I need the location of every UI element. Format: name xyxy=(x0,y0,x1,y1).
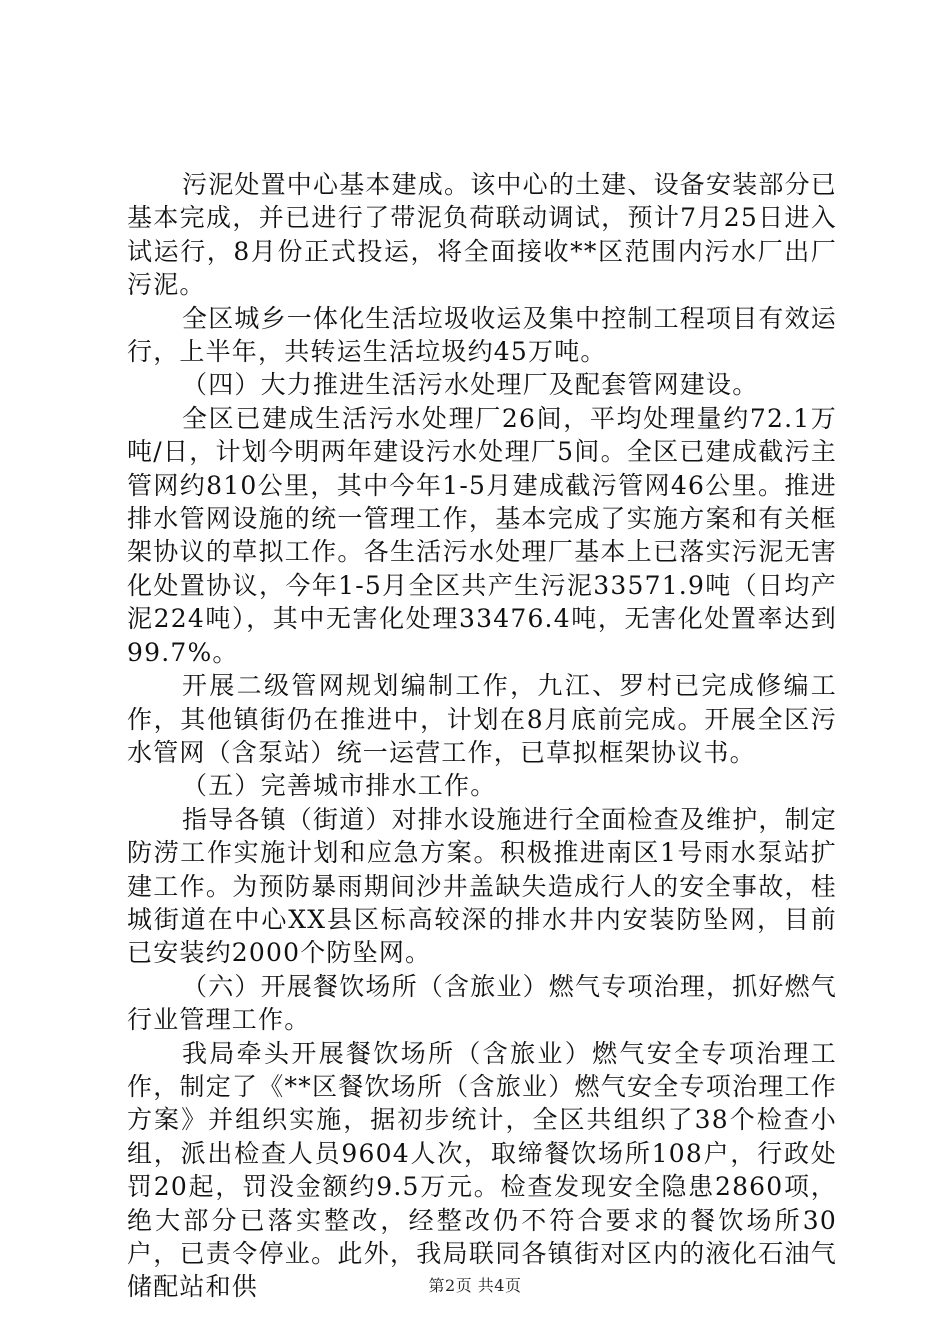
paragraph-secondary-network: 开展二级管网规划编制工作，九江、罗村已完成修编工作，其他镇街仍在推进中，计划在8月底前完成。开展全区污水管网（含泵站）统一运营工作，已草拟框架协议书。 xyxy=(127,671,837,767)
section-heading-6: （六）开展餐饮场所（含旅业）燃气专项治理，抓好燃气行业管理工作。 xyxy=(127,971,838,1035)
paragraph-gas-safety: 我局牵头开展餐饮场所（含旅业）燃气安全专项治理工作，制定了《**区餐饮场所（含旅业）燃气安全专项治理工作方案》并组织实施，据初步统计，全区共组织了38个检查小组，派出检查人员9604人次，取缔餐饮场所108户，行政处罚20起，罚没金额约9.5万元。检查发现安全隐患2860项，绝大部分已落实整改，经整改仍不符合要求的餐饮场所30户，已责令停业。此外，我局联同各镇街对区内的液化石油气储配站和供 xyxy=(127,1038,837,1302)
page-number-footer: 第2页 共4页 xyxy=(428,1276,522,1295)
paragraph-drainage: 指导各镇（街道）对排水设施进行全面检查及维护，制定防涝工作实施计划和应急方案。积极推进南区1号雨水泵站扩建工作。为预防暴雨期间沙井盖缺失造成行人的安全事故，桂城街道在中心XX县区标高较深的排水井内安装防坠网，目前已安装约2000个防坠网。 xyxy=(127,804,838,968)
section-heading-5: （五）完善城市排水工作。 xyxy=(182,771,497,801)
paragraph-garbage-transport: 全区城乡一体化生活垃圾收运及集中控制工程项目有效运行，上半年，共转运生活垃圾约45万吨。 xyxy=(127,303,838,367)
paragraph-sludge-center: 污泥处置中心基本建成。该中心的土建、设备安装部分已基本完成，并已进行了带泥负荷联动调试，预计7月25日进入试运行，8月份正式投运，将全面接收**区范围内污水厂出厂污泥。 xyxy=(127,170,838,300)
document-body xyxy=(127,168,837,1304)
section-heading-4: （四）大力推进生活污水处理厂及配套管网建设。 xyxy=(182,370,759,400)
paragraph-sewage-plants: 全区已建成生活污水处理厂26间，平均处理量约72.1万吨/日，计划今明两年建设污水处理厂5间。全区已建成截污主管网约810公里，其中今年1-5月建成截污管网46公里。推进排水管网设施的统一管理工作，基本完成了实施方案和有关框架协议的草拟工作。各生活污水处理厂基本上已落实污泥无害化处置协议，今年1-5月全区共产生污泥33571.9吨（日均产泥224吨），其中无害化处理33476.4吨，无害化处置率达到99.7%。 xyxy=(127,403,837,667)
